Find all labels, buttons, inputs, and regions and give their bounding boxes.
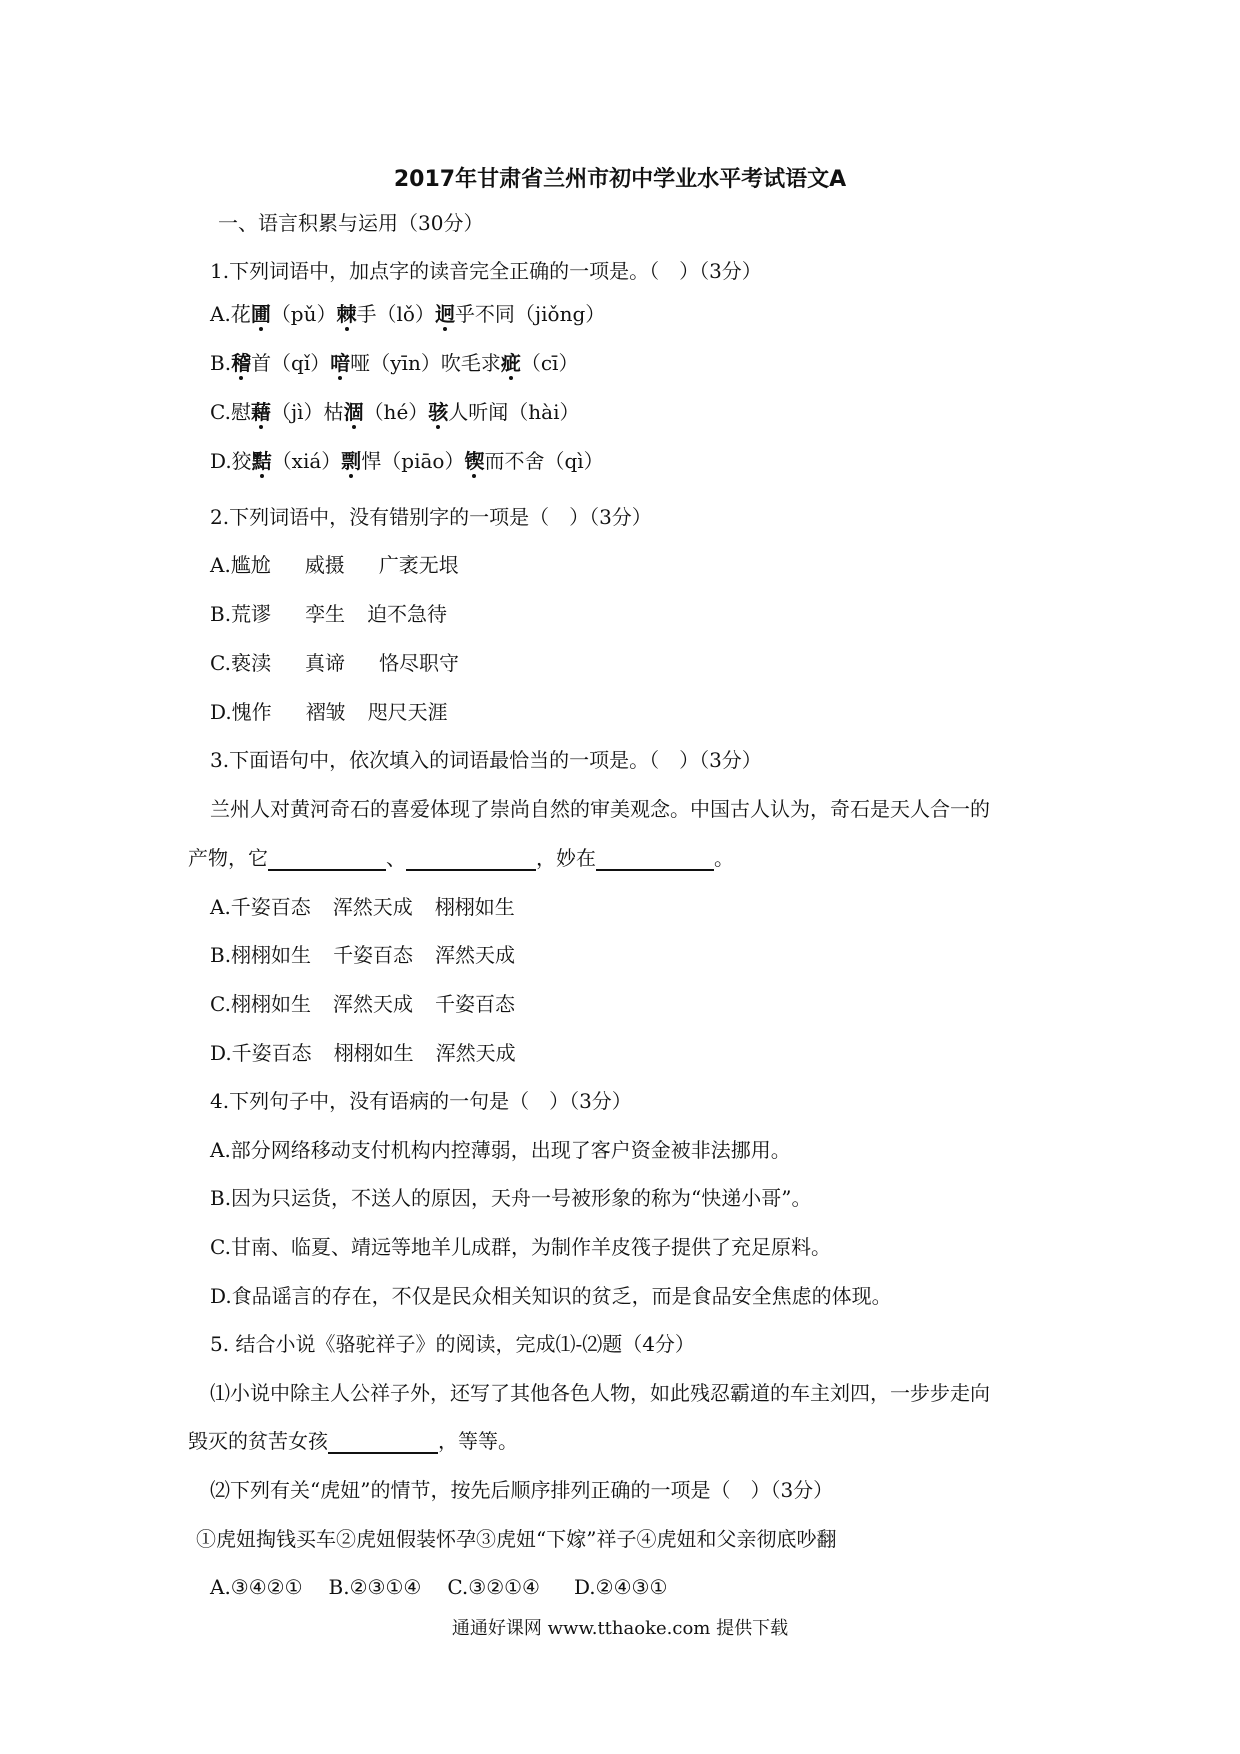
text-segment: A.花 — [210, 302, 251, 326]
question-5-sub2-options — [210, 1574, 667, 1600]
question-4-option-a: A.部分网络移动支付机构内控薄弱，出现了客户资金被非法挪用。 — [210, 1138, 791, 1162]
text-segment: （cī） — [520, 351, 579, 375]
fill-blank-4 — [328, 1430, 438, 1454]
question-1-option-b — [210, 350, 578, 376]
word: C.栩栩如生 — [210, 992, 311, 1016]
text-segment: 哑（yīn）吹毛求 — [350, 351, 501, 375]
text-segment: B. — [210, 351, 232, 375]
question-4-option-b: B.因为只运货，不送人的原因，天舟一号被形象的称为“快递小哥”。 — [210, 1186, 812, 1210]
dotted-char: 喑 — [330, 351, 351, 375]
text-segment: 首（qǐ） — [251, 351, 331, 375]
question-2-stem: 2.下列词语中，没有错别字的一项是（ ）（3分） — [210, 505, 652, 529]
text-segment: 产物，它 — [188, 846, 268, 870]
word: D.千姿百态 — [210, 1041, 312, 1065]
text-segment: D.狡 — [210, 449, 252, 473]
fill-blank-2 — [406, 847, 536, 871]
word: 威摄 — [304, 553, 345, 577]
word: 千姿百态 — [333, 943, 414, 967]
question-3-option-d — [210, 1040, 516, 1066]
word: 广袤无垠 — [378, 553, 459, 577]
word: 栩栩如生 — [333, 1041, 414, 1065]
word: D.愧作 — [210, 700, 272, 724]
question-3-option-a — [210, 894, 515, 920]
question-3-passage-line-2 — [188, 845, 734, 871]
option: B.②③①④ — [328, 1575, 422, 1599]
dotted-char: 迥 — [434, 302, 455, 326]
word: 真谛 — [304, 651, 345, 675]
dotted-char: 疵 — [500, 351, 521, 375]
question-4-option-d: D.食品谣言的存在，不仅是民众相关知识的贫乏，而是食品安全焦虑的体现。 — [210, 1284, 892, 1308]
word: 咫尺天涯 — [367, 700, 448, 724]
question-3-option-c — [210, 991, 515, 1017]
question-5-stem: 5. 结合小说《骆驼祥子》的阅读，完成⑴-⑵题（4分） — [210, 1332, 695, 1356]
question-2-option-c — [210, 650, 459, 676]
text-segment: （pǔ） — [270, 302, 337, 326]
dotted-char: 圃 — [250, 302, 271, 326]
question-4-stem: 4.下列句子中，没有语病的一句是（ ）（3分） — [210, 1089, 632, 1113]
text-segment: （hé） — [363, 400, 429, 424]
word: A.尴尬 — [210, 553, 271, 577]
word: 迫不急待 — [367, 602, 448, 626]
word: C.亵渎 — [210, 651, 271, 675]
question-5-sub1-line-1: ⑴小说中除主人公祥子外，还写了其他各色人物，如此残忍霸道的车主刘四，一步步走向 — [210, 1381, 990, 1405]
text-segment: 手（lǒ） — [356, 302, 435, 326]
word: B.栩栩如生 — [210, 943, 312, 967]
question-1-option-d — [210, 448, 604, 474]
text-segment: 毁灭的贫苦女孩 — [188, 1429, 328, 1453]
page-footer: 通通好课网 www.tthaoke.com 提供下载 — [451, 1618, 789, 1639]
dotted-char: 黠 — [251, 449, 272, 473]
word: 恪尽职守 — [378, 651, 459, 675]
word: 浑然天成 — [435, 1041, 516, 1065]
text-segment: C.慰 — [210, 400, 251, 424]
text-segment: （xiá） — [271, 449, 342, 473]
dotted-char: 涸 — [343, 400, 364, 424]
text-segment: 乎不同（jiǒng） — [454, 302, 606, 326]
fill-blank-3 — [596, 847, 714, 871]
text-segment: ，妙在 — [536, 846, 596, 870]
question-1-option-c — [210, 399, 579, 425]
option: D.②④③① — [573, 1575, 668, 1599]
text-segment: 。 — [714, 846, 734, 870]
question-2-option-d — [210, 699, 448, 725]
word: B.荒谬 — [210, 602, 272, 626]
dotted-char: 稽 — [231, 351, 252, 375]
question-3-passage-line-1: 兰州人对黄河奇石的喜爱体现了崇尚自然的审美观念。中国古人认为，奇石是天人合一的 — [210, 797, 990, 821]
dotted-char: 骇 — [428, 400, 449, 424]
question-1-stem: 1.下列词语中，加点字的读音完全正确的一项是。（ ）（3分） — [210, 259, 762, 283]
word: 千姿百态 — [434, 992, 515, 1016]
question-4-option-c: C.甘南、临夏、靖远等地羊儿成群，为制作羊皮筏子提供了充足原料。 — [210, 1235, 831, 1259]
question-3-option-b — [210, 942, 515, 968]
dotted-char: 藉 — [250, 400, 271, 424]
dotted-char: 剽 — [341, 449, 362, 473]
question-3-stem: 3.下面语句中，依次填入的词语最恰当的一项是。（ ）（3分） — [210, 748, 762, 772]
fill-blank-1 — [268, 847, 386, 871]
word: 浑然天成 — [332, 895, 413, 919]
text-segment: 、 — [386, 846, 406, 870]
question-5-sub1-line-2 — [188, 1428, 518, 1454]
word: 褶皱 — [305, 700, 346, 724]
word: 浑然天成 — [332, 992, 413, 1016]
question-5-sub2-items: ①虎妞掏钱买车②虎妞假装怀孕③虎妞“下嫁”祥子④虎妞和父亲彻底吵翻 — [196, 1527, 837, 1551]
text-segment: ，等等。 — [438, 1429, 518, 1453]
word: A.千姿百态 — [210, 895, 311, 919]
page-title: 2017年甘肃省兰州市初中学业水平考试语文A — [393, 167, 847, 192]
question-2-option-a — [210, 552, 459, 578]
word: 栩栩如生 — [434, 895, 515, 919]
word: 浑然天成 — [435, 943, 516, 967]
text-segment: 人听闻（hài） — [448, 400, 580, 424]
option: A.③④②① — [210, 1575, 303, 1599]
text-segment: （jì）枯 — [270, 400, 344, 424]
dotted-char: 棘 — [336, 302, 357, 326]
question-2-option-b — [210, 601, 447, 627]
dotted-char: 锲 — [464, 449, 485, 473]
question-1-option-a — [210, 301, 605, 327]
text-segment: 悍（piāo） — [361, 449, 465, 473]
text-segment: 而不舍（qì） — [484, 449, 604, 473]
word: 孪生 — [305, 602, 346, 626]
section-heading: 一、语言积累与运用（30分） — [218, 211, 484, 235]
question-5-sub2-stem: ⑵下列有关“虎妞”的情节，按先后顺序排列正确的一项是（ ）（3分） — [210, 1478, 834, 1502]
option: C.③②①④ — [447, 1575, 540, 1599]
